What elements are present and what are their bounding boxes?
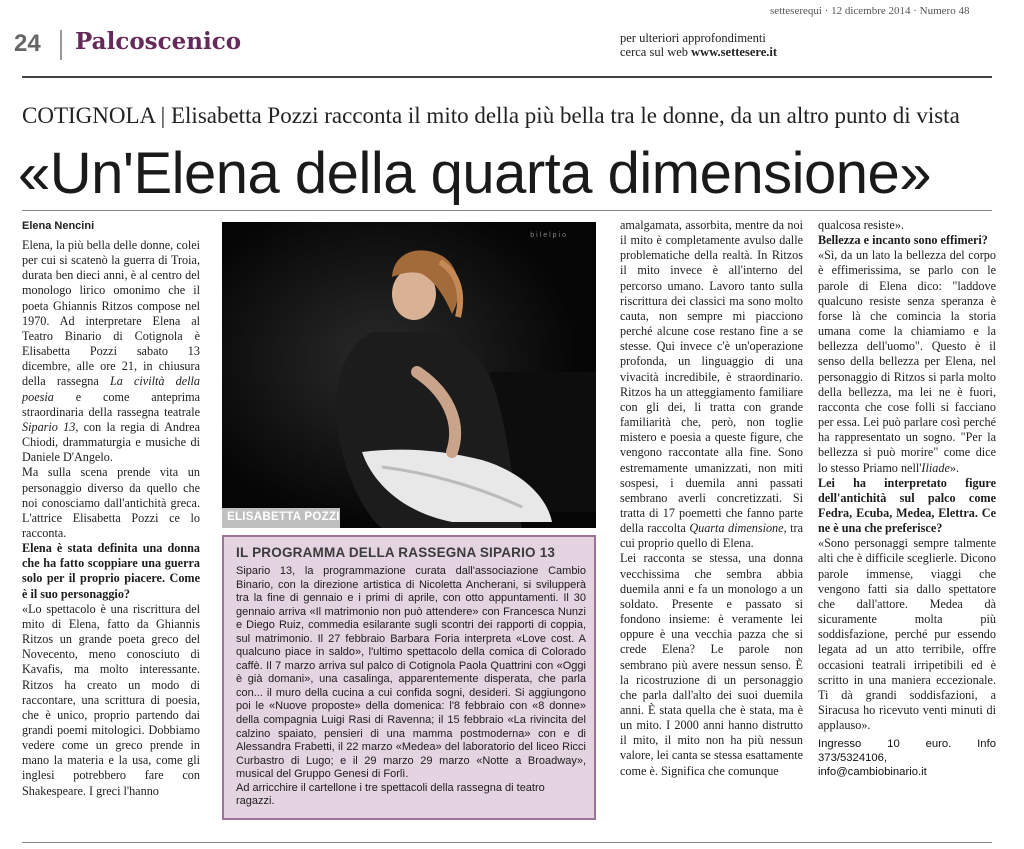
photo-credit: bilelpio <box>530 232 568 239</box>
website-link[interactable]: www.settesere.it <box>691 45 778 59</box>
interview-question: Lei ha interpretato figure dell'antichità sul palco come Fedra, Ecuba, Medea, Elettra. Ce ne è una che preferisce? <box>818 475 996 536</box>
interview-question: Elena è stata definita una donna che ha fatto scoppiare una guerra solo per il proprio piacere. Come è il suo personaggio? <box>22 541 200 601</box>
interview-question: Bellezza e incanto sono effimeri? <box>818 233 988 248</box>
col3-paragraph-1 <box>620 218 803 551</box>
text-run: Elena, la più bella delle donne, colei per cui si scatenò la guerra di Troia, durata ben dieci anni, è al centro del monologo lirico omonimo che il poeta Ghiannis Ritzos compose nel 1970. Ad interpretare Elena al Teatro Binario di Cotignola è Elisabetta Pozzi sabato 13 dicembre, alle ore 21, in chiusura della rassegna <box>22 238 200 389</box>
text-run: , tra cui proprio quello di Elena. <box>620 521 803 551</box>
contact-line: Ingresso 10 euro. Info 373/5324106, <box>818 738 996 765</box>
text-run: «Sì, da un lato la bellezza del corpo è effimerissima, se parlo con le parole di Elena dico: "laddove qualcuno resiste senza speranza è forse là che comincia la storia umana come la chiamiamo e la bellezza dell'uomo". Questo è il senso della bellezza per Elena, nel personaggio di Ritzos si parla molto della bellezza, ma lei ne è fuori, racconta che cose folli si facciano per essa. Lei può parlare così perché ha rappresentato un sogno. "Per la bellezza si può morire" come dice lo stesso Priamo nell' <box>818 248 996 475</box>
program-box-paragraph-1: Sipario 13, la programmazione curata dall'associazione Cambio Binario, con la direzione artistica di Nicoletta Ancherani, si svilupperà tra la fine di gennaio e i primi di aprile, con otto appuntamenti. Il 30 gennaio arriva «Il matrimonio non può attendere» con Francesca Nunzi e Diego Ruiz, commedia esilarante sugli scontri dei rapporti di coppia, sul matrimonio. Il 27 febbraio Barbara Foria interpreta «Love cost. A qualcuno piace in saldo», l'ultimo spettacolo della comica di Colorado caffè. Il 7 marzo arriva sul palco di Cotignola Paola Quattrini con «Oggi è già domani», una casalinga, apparentemente disperata, che parla con... il muro della cucina a cui confida sogni, desideri. Si aggiungono poi le «Nuove proposte» della domenica: l'8 febbraio con «8 donne» della compagnia Luigi Rasi di Ravenna; il 15 febbraio «La rivincita del calzino spaiato, pensieri di una mamma postmoderna» con e di Alessandra Frabetti, il 22 marzo «Medea» del laboratorio del liceo Ricci Curbastro di Lugo; e il 29 marzo 29 marzo «Notte a Broadway», musical del Gruppo Genesi di Forlì. <box>236 565 586 781</box>
more-info-line1: per ulteriori approfondimenti <box>620 31 766 45</box>
text-run: , con la regia di Andrea Chiodi, drammaturgia e musiche di Daniele D'Angelo. <box>22 419 200 465</box>
italic-title: Quarta dimensione <box>689 521 784 536</box>
photo-illustration <box>222 222 596 528</box>
article-kicker: COTIGNOLA | Elisabetta Pozzi racconta il mito della più bella tra le donne, da un altro punto di vista <box>22 103 960 128</box>
article-column-3 <box>620 218 803 779</box>
footer-rule <box>22 842 992 843</box>
text-run: ». <box>949 460 959 475</box>
col1-paragraph-3: «Lo spettacolo è una riscrittura del mito di Elena, fatto da Ghiannis Ritzos un grande poeta greco del Novecento, meno conosciuto di Kavafis, ma molto interessante. Ritzos ha creato un modo di raccontare, una scrittura di poesia, che è unico, proprio partendo dai grandi poemi mitologici. Dobbiamo vedere come un greco prende in mano la materia e la usa, come gli inglesi potrebbero fare con Shakespeare. I greci l'hanno <box>22 601 200 798</box>
text-run: amalgamata, assorbita, mentre da noi il mito è completamente avulso dalle problematiche della realtà. In Ritzos il mito invece è all'interno del percorso umano. Lavoro tanto sulla riscrittura dei classici ma sono molto cauta, non sempre mi piacciono perché alcune cose restano fine a se stesse. Qui invece c'è un'operazione profonda, un linguaggio di una vivacità incredibile, è straordinario. Ritzos ha un atteggiamento familiare con gli dei, li tratta con grande familiarità che, però, non toglie mistero e poesia a queste figure, che vengono raccontate alla fine. Sono estremamente umanizzati, non miti sospesi, i duemila anni passati sembrano averli concretizzati. Si tratta di 17 poemetti che fanno parte della raccolta <box>620 218 803 536</box>
page-number-divider <box>60 30 62 60</box>
program-box-body <box>236 565 586 809</box>
italic-title: La civiltà della poesia <box>22 374 200 404</box>
article-author: Elena Nencini <box>22 220 95 232</box>
col3-paragraph-2: Lei racconta se stessa, una donna vecchissima che sembra abbia duemila anni e fa un monologo a un soldato. Presente e passato si fondono insieme: è veramente lei oppure è una vecchia pazza che si crede Elena? Le parole non sembrano più avere nessun senso. È la ricostruzione di un personaggio che parla dall'alto dei suoi duemila anni. È stata quella che è stata, ma è un mito. I 2000 anni hanno distrutto il mito, il mito non ha più nessun valore, lei canta se stessa esattamente come è. Significa che comunque <box>620 551 803 778</box>
more-info-line2 <box>620 45 777 59</box>
text-run: e come anteprima straordinaria della rassegna teatrale <box>22 389 200 419</box>
col1-paragraph-2: Ma sulla scena prende vita un personaggio diverso da quello che noi conosciamo dall'antichità greca. L'attrice Elisabetta Pozzi ce lo racconta. <box>22 465 200 540</box>
col4-paragraph-2 <box>818 248 996 475</box>
program-box <box>222 535 596 820</box>
italic-title: Sipario 13 <box>22 419 76 434</box>
program-box-paragraph-2: Ad arricchire il cartellone i tre spettacoli della rassegna di teatro ragazzi. <box>236 781 545 808</box>
program-box-title: IL PROGRAMMA DELLA RASSEGNA SIPARIO 13 <box>236 545 556 560</box>
photo-caption <box>222 508 340 528</box>
contact-info <box>818 737 996 779</box>
header-rule <box>22 76 992 78</box>
article-column-1 <box>22 238 200 799</box>
article-photo <box>222 222 596 528</box>
col1-paragraph-1 <box>22 238 200 465</box>
page-number: 24 <box>14 30 41 57</box>
col4-paragraph-1: qualcosa resiste». <box>818 218 904 232</box>
section-title: Palcoscenico <box>75 28 242 55</box>
more-info <box>620 31 777 59</box>
article-column-4 <box>818 218 996 779</box>
col4-paragraph-3: «Sono personaggi sempre talmente alti che è difficile sceglierle. Dicono parole immense, viaggi che vengono fatti sia dallo spettatore che dall'attore. Medea dà sicuramente molta più soddisfazione, perché pur essendo legata ad un atto terribile, offre occasioni teatrali irripetibili ed è scritto in una maniera eccezionale. Ti dà grandi soddisfazioni, a Siracusa ho ricevuto venti minuti di applauso». <box>818 536 996 733</box>
italic-title: Iliade <box>921 460 950 475</box>
header-meta: setteserequi · 12 dicembre 2014 · Numero 48 <box>770 5 970 17</box>
more-info-prefix: cerca sul web <box>620 45 692 59</box>
contact-email[interactable]: info@cambiobinario.it <box>818 766 927 779</box>
article-headline: «Un'Elena della quarta dimensione» <box>18 141 932 206</box>
photo-caption-text: ELISABETTA POZZI <box>227 511 340 523</box>
headline-rule <box>22 210 992 211</box>
